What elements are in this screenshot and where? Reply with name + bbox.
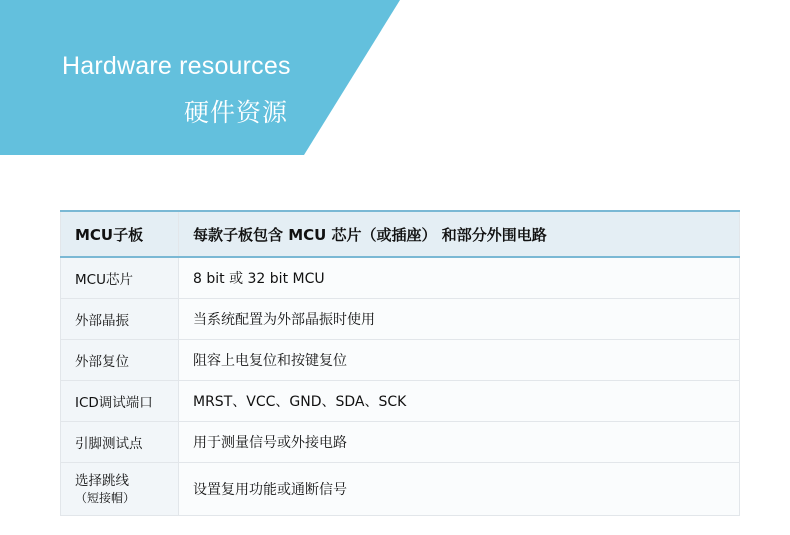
row-label <box>61 463 179 516</box>
table-header-row <box>61 211 740 257</box>
table-row <box>61 257 740 299</box>
table-row <box>61 381 740 422</box>
hardware-resources-table <box>60 210 740 516</box>
row-value: 8 bit 或 32 bit MCU <box>179 257 740 299</box>
row-value: 设置复用功能或通断信号 <box>179 463 740 516</box>
table-row <box>61 340 740 381</box>
row-label: 引脚测试点 <box>61 422 179 463</box>
row-label-main: 选择跳线 <box>75 472 129 489</box>
row-value: 当系统配置为外部晶振时使用 <box>179 299 740 340</box>
banner-title-chinese: 硬件资源 <box>184 98 289 127</box>
banner-title-english: Hardware resources <box>62 52 291 80</box>
row-label: 外部复位 <box>61 340 179 381</box>
row-label: ICD调试端口 <box>61 381 179 422</box>
row-label: 外部晶振 <box>61 299 179 340</box>
row-value: 阻容上电复位和按键复位 <box>179 340 740 381</box>
table-row <box>61 422 740 463</box>
table-row <box>61 463 740 516</box>
row-value: 用于测量信号或外接电路 <box>179 422 740 463</box>
row-label-sub: （短接帽） <box>75 491 136 506</box>
table-header-label: MCU子板 <box>61 211 179 257</box>
row-value: MRST、VCC、GND、SDA、SCK <box>179 381 740 422</box>
table-header-value: 每款子板包含 MCU 芯片（或插座） 和部分外围电路 <box>179 211 740 257</box>
row-label: MCU芯片 <box>61 257 179 299</box>
table-row <box>61 299 740 340</box>
